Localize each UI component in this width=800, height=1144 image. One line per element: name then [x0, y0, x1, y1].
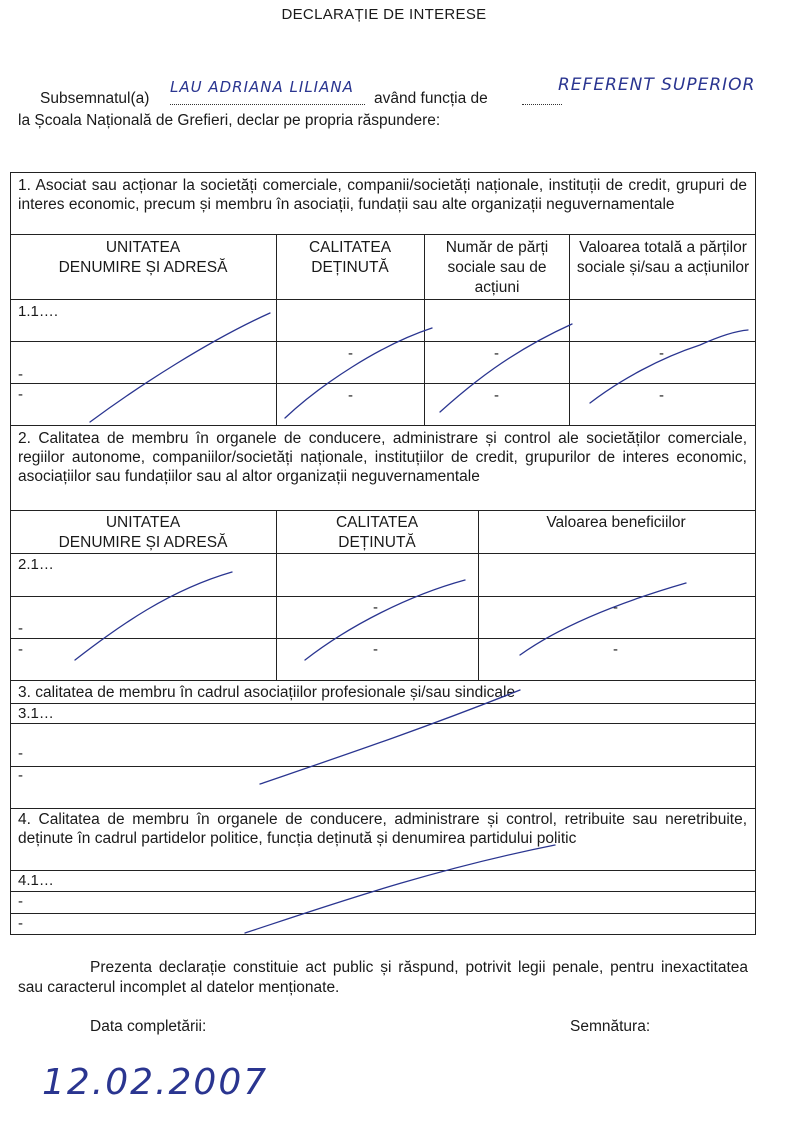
declarant-function: REFERENT SUPERIOR	[558, 75, 756, 95]
s2-dash: -	[373, 599, 378, 616]
s2-dash: -	[373, 641, 378, 658]
document-title: DECLARAȚIE DE INTERESE	[281, 6, 487, 23]
s4-row-label: 4.1…	[18, 872, 54, 889]
s3-dash: -	[18, 745, 23, 762]
s3-row-label: 3.1…	[18, 705, 54, 722]
s1-dash: -	[348, 387, 353, 404]
signature-label: Semnătura:	[570, 1018, 651, 1035]
date-label: Data completării:	[90, 1018, 207, 1035]
s4-dash: -	[18, 915, 23, 932]
s1-dash: -	[18, 366, 23, 383]
s1-col-numar-parti: Număr de părți sociale sau de acțiuni	[445, 239, 549, 296]
s2-row-label: 2.1…	[18, 556, 54, 573]
s1-col-unitatea: UNITATEA DENUMIRE ȘI ADRESĂ	[58, 239, 228, 276]
s1-dash: -	[494, 345, 499, 362]
s1-col-calitatea: CALITATEA DEȚINUTĂ	[308, 239, 392, 276]
section-4-heading: 4. Calitatea de membru în organele de conducere, administrare și control, retribuite sau neretribuite, deținute în cadrul partidelor politice, funcția deținută și denumirea partidului politic	[18, 811, 747, 847]
legal-statement: Prezenta declarație constituie act public și răspund, potrivit legii penale, pentru inexactitatea sau caracterul incomplet al datelor menționate.	[18, 959, 748, 996]
declarant-name: LAU ADRIANA LILIANA	[170, 78, 365, 105]
intro-line-2: la Școala Națională de Grefieri, declar pe propria răspundere:	[18, 112, 441, 129]
subsemnatul-label: Subsemnatul(a)	[40, 90, 150, 107]
section-3-heading: 3. calitatea de membru în cadrul asociațiilor profesionale și/sau sindicale	[18, 684, 516, 701]
s2-dash: -	[18, 620, 23, 637]
s2-col-unitatea: UNITATEA DENUMIRE ȘI ADRESĂ	[58, 514, 228, 551]
section-2-heading: 2. Calitatea de membru în organele de conducere, administrare și control ale societăților comerciale, regiilor autonome, companiilor/societăți naționale, instituțiilor de credit, grupurilor de interes economic, asociațiilor sau fundațiilor sau al altor organizații neguvernamentale	[18, 430, 747, 485]
s1-dash: -	[18, 386, 23, 403]
s2-col-valoarea-beneficiilor: Valoarea beneficiilor	[546, 514, 686, 531]
section-1-heading: 1. Asociat sau acționar la societăți comerciale, companii/societăți naționale, instituții de credit, grupuri de interes economic, precum și membru în asociații, fundații sau alte organizații neguvernamentale	[18, 177, 747, 213]
s1-dash: -	[494, 387, 499, 404]
completion-date: 12.02.2007	[42, 1062, 269, 1103]
s2-col-calitatea: CALITATEA DEȚINUTĂ	[335, 514, 419, 551]
s3-dash: -	[18, 767, 23, 784]
s1-dash: -	[659, 345, 664, 362]
s2-dash: -	[613, 641, 618, 658]
s2-dash: -	[18, 641, 23, 658]
s1-dash: -	[348, 345, 353, 362]
s1-row-label: 1.1….	[18, 303, 59, 320]
function-dotted-line	[522, 104, 562, 105]
s2-dash: -	[613, 599, 618, 616]
s4-dash: -	[18, 893, 23, 910]
s1-col-valoarea: Valoarea totală a părților sociale și/sau a acțiunilor	[576, 239, 750, 276]
s1-dash: -	[659, 387, 664, 404]
avand-functia-label: având funcția de	[374, 90, 488, 107]
